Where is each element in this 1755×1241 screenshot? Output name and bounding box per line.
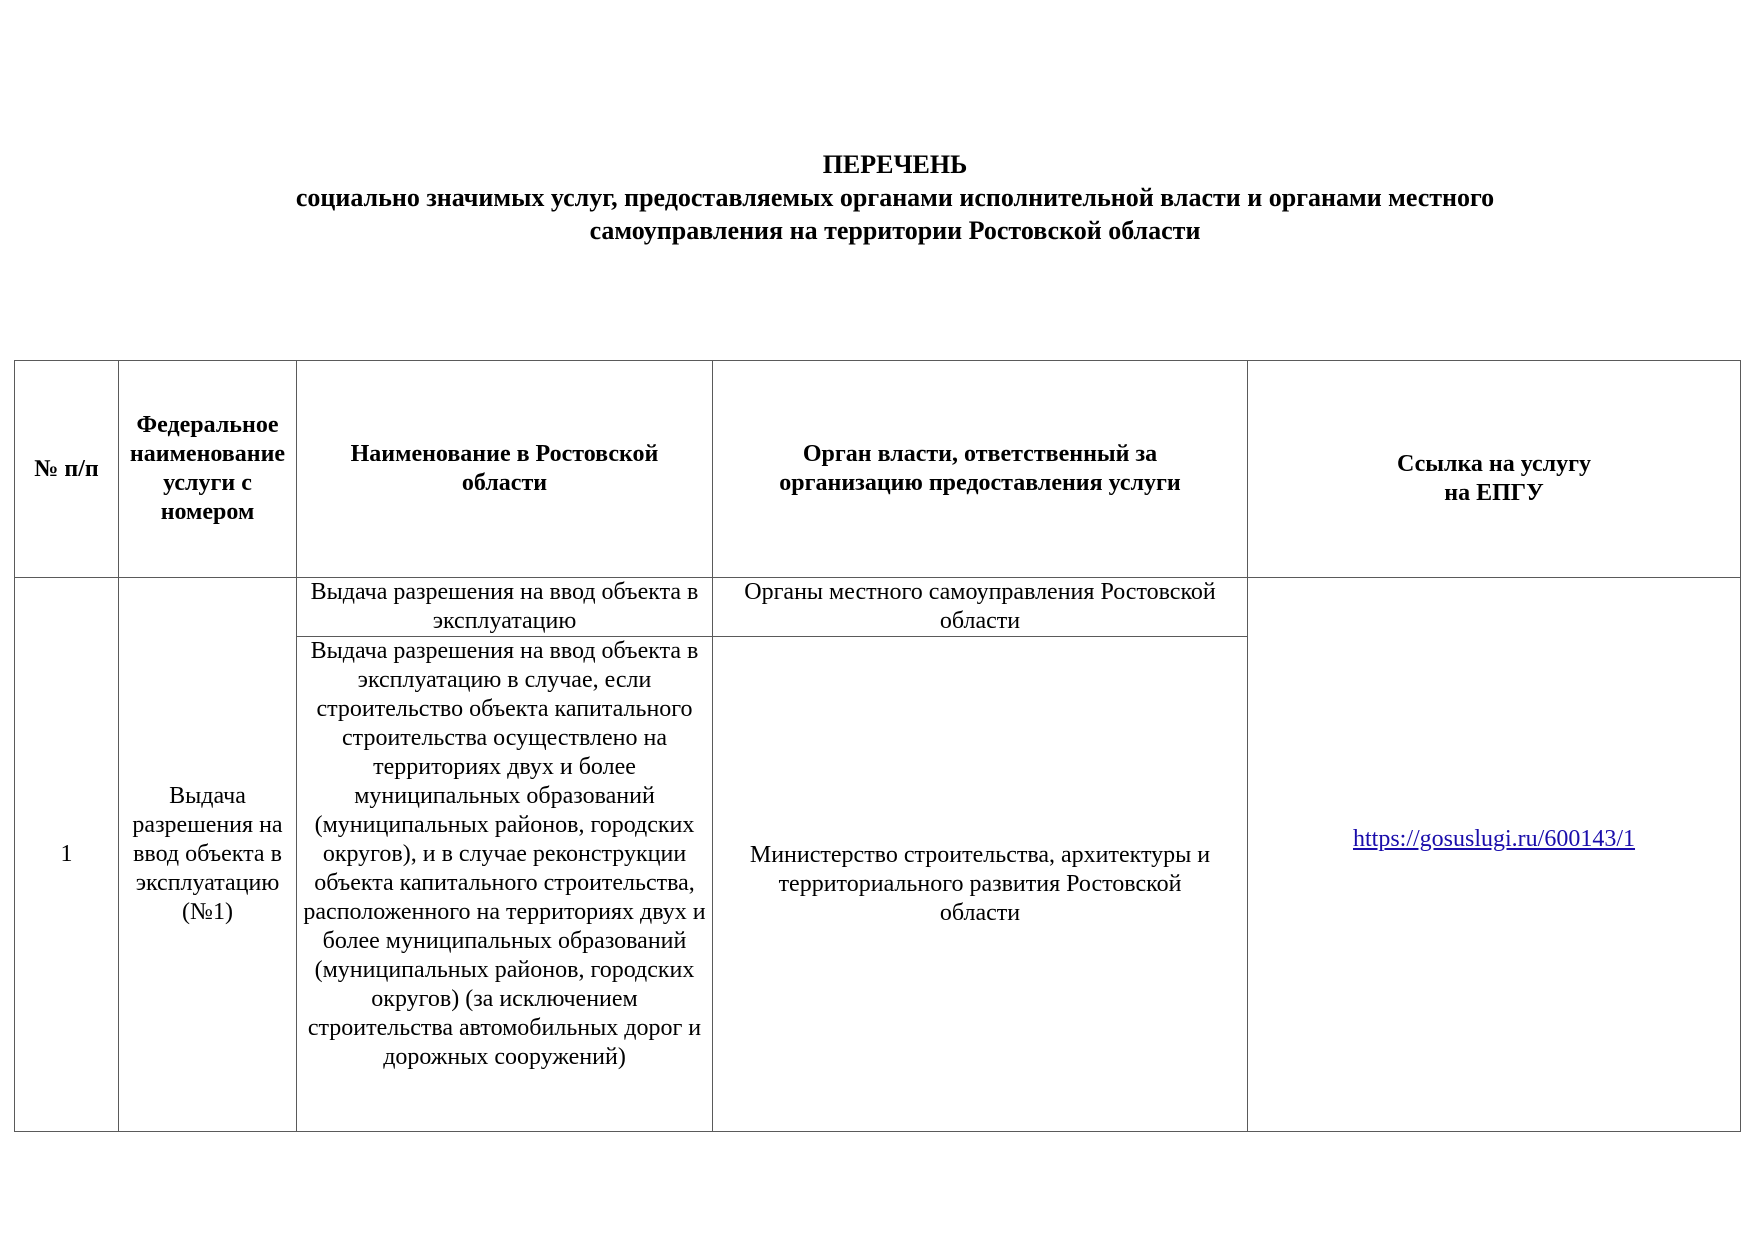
- cell-authority-1: Органы местного самоуправления Ростовской области: [713, 578, 1248, 637]
- header-regional-name: Наименование в Ростовской области: [297, 361, 713, 578]
- cell-link: [1248, 578, 1741, 1132]
- header-link: [1248, 361, 1741, 578]
- document-subtitle-line-1: социально значимых услуг, предоставляемых органами исполнительной власти и органами местного: [295, 183, 1495, 212]
- header-federal-name: Федеральное наименование услуги с номером: [119, 361, 297, 578]
- document-title: ПЕРЕЧЕНЬ: [822, 150, 968, 179]
- header-authority: Орган власти, ответственный за организацию предоставления услуги: [713, 361, 1248, 578]
- document-heading: [150, 148, 1640, 247]
- table-row: [15, 578, 1741, 637]
- document-subtitle-line-2: самоуправления на территории Ростовской области: [589, 216, 1201, 245]
- header-link-line-2: на ЕПГУ: [1444, 480, 1544, 506]
- header-link-line-1: Ссылка на услугу: [1396, 451, 1592, 477]
- header-num: № п/п: [15, 361, 119, 578]
- table-header-row: [15, 361, 1741, 578]
- gosuslugi-link[interactable]: https://gosuslugi.ru/600143/1: [1352, 826, 1636, 852]
- services-table: [14, 360, 1741, 1132]
- cell-regional-name-2: Выдача разрешения на ввод объекта в эксплуатацию в случае, если строительство объекта капитального строительства осуществлено на территориях двух и более муниципальных образований (муниципальных районов, городских округов), и в случае реконструкции объекта капитального строительства, расположенного на территориях двух и более муниципальных образований (муниципальных районов, городских округов) (за исключением строительства автомобильных дорог и дорожных сооружений): [297, 637, 713, 1132]
- cell-federal-name: Выдача разрешения на ввод объекта в эксплуатацию (№1): [119, 578, 297, 1132]
- cell-regional-name-1: Выдача разрешения на ввод объекта в эксплуатацию: [297, 578, 713, 637]
- cell-num: 1: [15, 578, 119, 1132]
- cell-authority-2: Министерство строительства, архитектуры и территориального развития Ростовской области: [713, 637, 1248, 1132]
